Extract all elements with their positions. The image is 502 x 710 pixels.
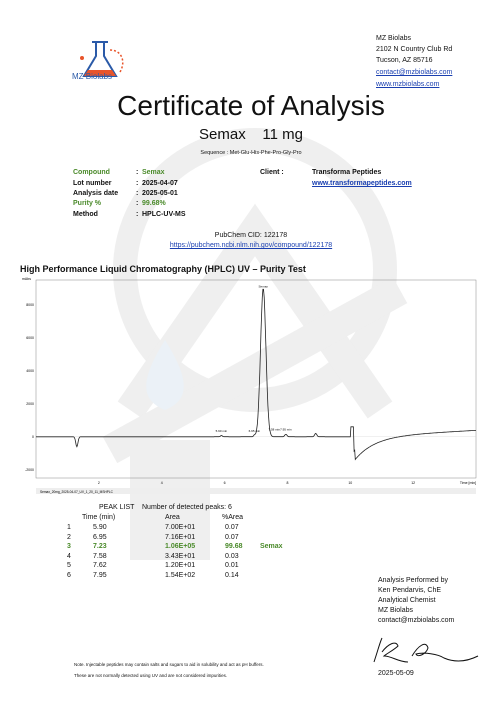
address-line2: Tucson, AZ 85716: [376, 57, 433, 64]
analyst-email: contact@mzbiolabs.com: [378, 617, 455, 624]
x-tick-label: 10: [348, 481, 353, 485]
peak-label: Semax: [258, 284, 268, 289]
company-website-link[interactable]: www.mzbiolabs.com: [376, 81, 440, 88]
method-colon: :: [136, 211, 139, 218]
peak-time: 7.62: [93, 562, 107, 569]
peak-number: 2: [67, 533, 71, 541]
analysis-line1: Analysis Performed by: [378, 577, 449, 584]
certificate-title: Certificate of Analysis: [117, 90, 385, 121]
company-email-link[interactable]: contact@mzbiolabs.com: [376, 69, 453, 76]
peak-pct: 0.03: [225, 552, 239, 560]
peak-number: 6: [67, 571, 71, 579]
pubchem-cid: PubChem CID: 122178: [214, 232, 288, 239]
analyst-name: Ken Pendarvis, ChE: [378, 587, 442, 594]
x-tick-label: 4: [160, 481, 163, 485]
y-tick-label: 2000: [26, 401, 34, 406]
hplc-chromatogram-chart: [20, 274, 480, 496]
peak-time: 7.23: [93, 543, 107, 550]
company-name: MZ Biolabs: [376, 35, 412, 42]
signature-date: 2025-05-09: [378, 670, 414, 677]
purity-colon: :: [136, 200, 139, 207]
col-pct-header: %Area: [222, 514, 244, 521]
peak-pct: 0.14: [225, 571, 239, 579]
analysis-block: [378, 576, 454, 626]
peak-count: Number of detected peaks: 6: [142, 504, 232, 511]
peak-area: 1.20E+01: [165, 562, 196, 569]
peak-number: 5: [67, 562, 71, 569]
product-name: Semax 11 mg: [199, 126, 303, 143]
peak-area: 7.16E+01: [165, 533, 196, 541]
chart-footer-text: Semax_20mg_2025-04-07_UV_1_20_11_MSHPLC: [40, 490, 113, 494]
peptide-sequence: Sequence : Met-Glu-His-Phe-Pro-Gly-Pro: [200, 150, 302, 156]
date-value: 2025-05-01: [142, 190, 178, 197]
peak-time: 7.58: [93, 552, 107, 560]
method-value: HPLC-UV-MS: [142, 211, 186, 218]
peak-number: 3: [67, 543, 71, 550]
x-tick-label: Time [min]: [459, 481, 477, 485]
y-tick-label: 0: [32, 434, 34, 439]
y-axis-label: mAbs: [22, 277, 31, 281]
peak-time: 5.90: [93, 524, 107, 531]
note-line2: These are not normally detected using UV and are not considered impurities.: [74, 673, 228, 678]
date-label: Analysis date: [73, 190, 119, 197]
peak-label: 5.90 min: [215, 428, 228, 433]
x-tick-label: 2: [97, 481, 100, 485]
lot-colon: :: [136, 180, 139, 187]
analyst-title: Analytical Chemist: [378, 597, 436, 604]
hplc-title: High Performance Liquid Chromatography (HPLC) UV – Purity Test: [20, 264, 306, 274]
compound-label: Compound: [73, 169, 110, 176]
y-tick-label: 6000: [26, 335, 34, 340]
purity-value: 99.68%: [142, 200, 166, 207]
pubchem-link[interactable]: https://pubchem.ncbi.nlm.nih.gov/compound/122178: [169, 242, 333, 249]
peak-pct: 0.07: [225, 533, 239, 541]
x-tick-label: 6: [223, 481, 226, 485]
analyst-company: MZ Biolabs: [378, 607, 414, 614]
peak-time: 7.95: [93, 571, 107, 579]
peak-pct: 0.07: [225, 524, 239, 531]
address-line1: 2102 N Country Club Rd: [376, 46, 453, 53]
peak-area: 1.54E+02: [165, 571, 196, 579]
client-label: Client :: [260, 169, 284, 176]
compound-colon: :: [136, 169, 139, 176]
peak-pct: 0.01: [225, 562, 239, 569]
peak-area: 3.43E+01: [165, 552, 196, 560]
lot-label: Lot number: [73, 180, 112, 187]
purity-label: Purity %: [73, 200, 102, 207]
logo-text: MZ Biolabs: [72, 72, 113, 81]
signature-graphic: [368, 632, 484, 670]
peak-list-title: PEAK LIST: [99, 504, 135, 511]
y-tick-label: 4000: [26, 368, 34, 373]
peak-time: 6.95: [93, 533, 107, 541]
chart-frame: [36, 280, 476, 478]
chromatogram-trace: [36, 289, 476, 459]
x-tick-label: 8: [286, 481, 289, 485]
peak-name: Semax: [260, 543, 283, 550]
client-name: Transforma Peptides: [312, 169, 382, 176]
method-label: Method: [73, 211, 98, 218]
date-colon: :: [136, 190, 139, 197]
peak-label: 7.95 min: [280, 427, 292, 432]
y-tick-label: -2000: [25, 467, 34, 472]
peak-number: 4: [67, 552, 71, 560]
note-line1: Note. Injectable peptides may contain salts and sugars to aid in solubility and act as pH buffers.: [74, 662, 264, 667]
lot-value: 2025-04-07: [142, 180, 178, 187]
peak-label: 7.58 min: [268, 427, 280, 432]
col-area-header: Area: [165, 514, 180, 521]
compound-value: Semax: [142, 169, 165, 176]
x-tick-label: 12: [411, 481, 416, 485]
client-website-link[interactable]: www.transformapeptides.com: [312, 180, 412, 187]
col-time-header: Time (min): [82, 514, 116, 521]
y-tick-label: 8000: [26, 302, 34, 307]
peak-number: 1: [67, 524, 71, 531]
peak-pct: 99.68: [225, 543, 243, 550]
peak-area: 7.00E+01: [165, 524, 196, 531]
peak-label: 6.95 min: [248, 428, 261, 433]
peak-area: 1.06E+05: [165, 543, 196, 550]
